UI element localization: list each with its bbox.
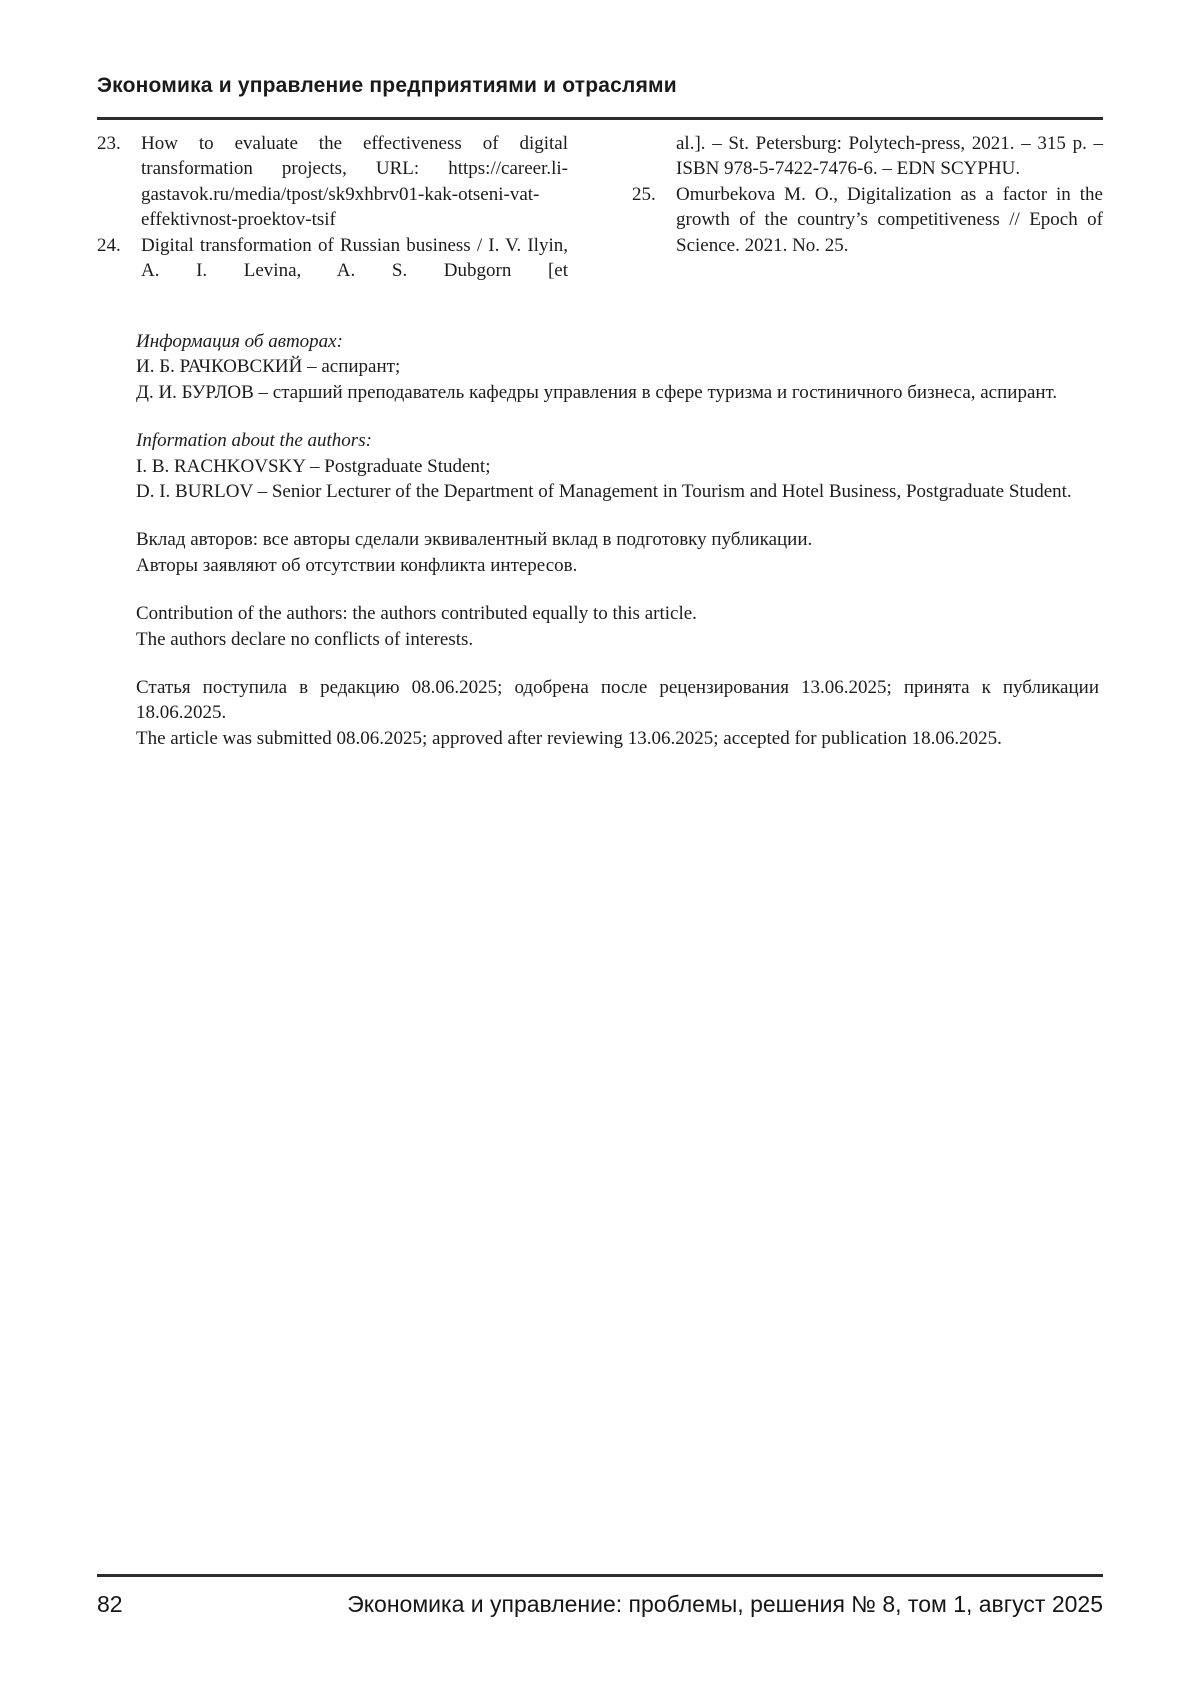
authors-info-ru [136,329,1099,405]
footer-rule [97,1574,1103,1577]
authors-info-en [136,428,1099,504]
reference-text: Omurbekova M. O., Digitalization as a factor in the growth of the country’s competitiveness // Epoch of Science. 2021. No. 25. [676,183,1103,256]
authors-info-en-heading: Information about the authors: [136,430,372,452]
reference-text: al.]. – St. Petersburg: Polytech-press, 2021. – 315 p. – ISBN 978-5-7422-7476-6. – EDN SCYPHU. [676,133,1103,180]
contribution-en [136,601,1099,652]
reference-item-25 [632,182,1103,258]
contribution-ru [136,527,1099,578]
contribution-en-line1: Contribution of the authors: the authors contributed equally to this article. [136,603,697,625]
running-head-title: Экономика и управление предприятиями и отраслями [97,74,677,97]
page-footer [97,1591,1103,1618]
reference-column-left [97,131,568,283]
article-dates [136,675,1099,751]
reference-item-24 [97,233,568,284]
reference-number [632,131,676,182]
reference-number: 24. [97,234,121,256]
back-matter [136,329,1099,774]
authors-info-ru-heading: Информация об авторах: [136,331,343,352]
reference-text: Digital transformation of Russian business / I. V. Ilyin, A. I. Levina, A. S. Dubgorn [et [141,234,568,282]
reference-number: 23. [97,133,121,154]
reference-list [97,131,1103,283]
reference-text: How to evaluate the effectiveness of digital transformation projects, URL: https://career.li-gastavok.ru/media/tpost/sk9xhbrv01-kak-otseni-vat-effektivnost-proektov-tsif [141,133,568,231]
reference-item-24-continuation [632,131,1103,182]
header-rule [97,117,1103,120]
conflict-en-line: The authors declare no conflicts of interests. [136,628,474,650]
page-number: 82 [97,1591,123,1617]
conflict-ru-line: Авторы заявляют об отсутствии конфликта интересов. [136,554,578,576]
article-dates-ru: Статья поступила в редакцию 08.06.2025; одобрена после рецензирования 13.06.2025; принята к публикации 18.06.2025. [136,677,1099,724]
reference-number: 25. [632,183,656,205]
article-dates-en: The article was submitted 08.06.2025; approved after reviewing 13.06.2025; accepted for publication 18.06.2025. [136,727,1002,749]
author-ru-burlov: Д. И. БУРЛОВ – старший преподаватель кафедры управления в сфере туризма и гостиничного бизнеса, аспирант. [136,381,1058,403]
reference-item-23 [97,131,568,233]
journal-footer-title: Экономика и управление: проблемы, решения № 8, том 1, август 2025 [347,1591,1103,1617]
author-ru-rachkovsky: И. Б. РАЧКОВСКИЙ – аспирант; [136,356,401,378]
contribution-ru-line1: Вклад авторов: все авторы сделали эквивалентный вклад в подготовку публикации. [136,529,813,551]
author-en-burlov: D. I. BURLOV – Senior Lecturer of the Department of Management in Tourism and Hotel Business, Postgraduate Student. [136,481,1072,503]
reference-column-right [632,131,1103,283]
author-en-rachkovsky: I. B. RACHKOVSKY – Postgraduate Student; [136,455,491,477]
